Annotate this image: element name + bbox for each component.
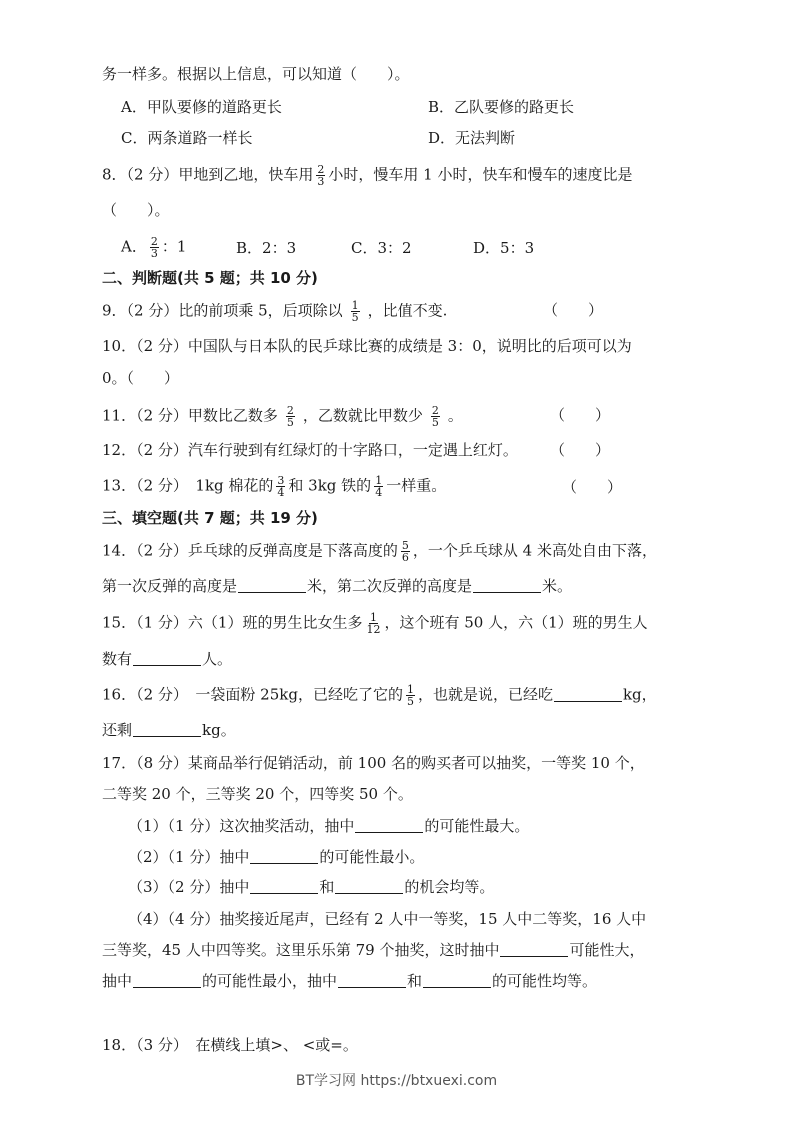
q17-sub4-line2: 三等奖，45 人中四等奖。这里乐乐第 79 个抽奖，这时抽中 可能性大， bbox=[102, 941, 645, 959]
q13: 13．（2 分） 1kg 棉花的 $\frac{3}{4}$ 和 3kg 铁的 $\frac{1}{4}$ 一样重。 bbox=[102, 474, 447, 499]
q18: 18．（3 分） 在横线上填>、 <或=。 bbox=[102, 1036, 358, 1054]
q15-fraction: $\frac{1}{12}$ bbox=[366, 611, 381, 636]
q11-fraction-1: $\frac{2}{5}$ bbox=[286, 404, 294, 429]
section-2-title: 二、判断题(共 5 题；共 10 分) bbox=[102, 269, 318, 287]
q7-option-c: C．两条道路一样长 bbox=[121, 129, 253, 147]
q8-option-a-fraction: $\frac{2}{3}$ bbox=[150, 235, 158, 260]
q13-answer-paren[interactable]: （ ） bbox=[562, 478, 623, 496]
q17-sub4-blank-2[interactable] bbox=[133, 972, 201, 988]
q13-fraction-1: $\frac{3}{4}$ bbox=[277, 474, 285, 499]
q17-sub4-line1: （4）（4 分）抽奖接近尾声，已经有 2 人中一等奖，15 人中二等奖，16 人中 bbox=[128, 910, 647, 928]
q7-option-b: B．乙队要修的路更长 bbox=[428, 98, 575, 116]
q17-line2: 二等奖 20 个，三等奖 20 个，四等奖 50 个。 bbox=[102, 785, 413, 803]
q17-sub3-blank-2[interactable] bbox=[335, 878, 403, 894]
q8-stem bbox=[102, 164, 632, 187]
q12-answer-paren[interactable]: （ ） bbox=[550, 441, 611, 459]
q14-blank-2[interactable] bbox=[473, 577, 541, 593]
q16-line2: 还剩 kg。 bbox=[102, 721, 236, 739]
q9-fraction: $\frac{1}{5}$ bbox=[351, 299, 359, 324]
q17-line1: 17．（8 分）某商品举行促销活动，前 100 名的购买者可以抽奖，一等奖 10 个， bbox=[102, 754, 645, 772]
q8-option-b: B．2：3 bbox=[236, 239, 297, 257]
q17-sub4-blank-3[interactable] bbox=[338, 972, 406, 988]
q16-blank-2[interactable] bbox=[133, 721, 201, 737]
q14-line1: 14．（2 分）乒乓球的反弹高度是下落高度的 $\frac{5}{6}$ ，一个乒乓球从 4 米高处自由下落， bbox=[102, 539, 657, 564]
q17-sub3: （3）（2 分）抽中 和 的机会均等。 bbox=[128, 878, 495, 896]
q16-line1: 16．（2 分） 一袋面粉 25kg，已经吃了它的 $\frac{1}{5}$ ，也就是说，已经吃 kg， bbox=[102, 683, 657, 708]
q8-fraction: $\frac{2}{3}$ bbox=[317, 163, 325, 188]
q16-blank-1[interactable] bbox=[554, 686, 622, 702]
q9-answer-paren[interactable]: （ ） bbox=[543, 301, 604, 319]
q14-line2: 第一次反弹的高度是 米，第二次反弹的高度是 米。 bbox=[102, 577, 573, 595]
q8-text-b: 小时，慢车用 1 小时，快车和慢车的速度比是 bbox=[328, 165, 633, 184]
q17-sub4-line3: 抽中 的可能性最小，抽中 和 的可能性均等。 bbox=[102, 972, 598, 990]
q13-fraction-2: $\frac{1}{4}$ bbox=[375, 474, 383, 499]
q12: 12．（2 分）汽车行驶到有红绿灯的十字路口，一定遇上红灯。 bbox=[102, 441, 518, 459]
q14-fraction: $\frac{5}{6}$ bbox=[401, 539, 409, 564]
q15-line2: 数有 人。 bbox=[102, 650, 233, 668]
q11: 11．（2 分）甲数比乙数多 $\frac{2}{5}$ ，乙数就比甲数少 $\frac{2}{5}$ 。 bbox=[102, 404, 463, 429]
q10-line1: 10．（2 分）中国队与日本队的民乒球比赛的成绩是 3：0，说明比的后项可以为 bbox=[102, 337, 632, 355]
q8-option-a: A． $\frac{2}{3}$ ：1 bbox=[121, 235, 187, 260]
q8-stem-line2: （ ）。 bbox=[102, 201, 170, 219]
q11-answer-paren[interactable]: （ ） bbox=[550, 406, 611, 424]
q7-option-a: A．甲队要修的道路更长 bbox=[121, 98, 282, 116]
q8-option-c: C．3：2 bbox=[351, 239, 412, 257]
q7-stem: 务一样多。根据以上信息，可以知道（ ）。 bbox=[102, 65, 410, 83]
q15-line1: 15．（1 分）六（1）班的男生比女生多 $\frac{1}{12}$ ，这个班有 50 人，六（1）班的男生人 bbox=[102, 611, 648, 636]
q11-fraction-2: $\frac{2}{5}$ bbox=[431, 404, 439, 429]
page-footer[interactable]: BT学习网 https://btxuexi.com bbox=[295, 1073, 498, 1089]
q17-sub4-blank-1[interactable] bbox=[500, 941, 568, 957]
q17-sub1-blank[interactable] bbox=[355, 817, 423, 833]
q10-line2[interactable]: 0。（ ） bbox=[102, 369, 180, 387]
section-3-title: 三、填空题(共 7 题；共 19 分) bbox=[102, 509, 318, 527]
q15-blank[interactable] bbox=[133, 650, 201, 666]
q17-sub1: （1）（1 分）这次抽奖活动，抽中 的可能性最大。 bbox=[128, 817, 530, 835]
q7-option-d: D．无法判断 bbox=[428, 129, 516, 147]
q8-option-d: D．5：3 bbox=[473, 239, 535, 257]
q17-sub3-blank-1[interactable] bbox=[250, 878, 318, 894]
q16-fraction: $\frac{1}{5}$ bbox=[406, 683, 414, 708]
q9: 9．（2 分）比的前项乘 5，后项除以 $\frac{1}{5}$ ，比值不变. bbox=[102, 299, 448, 324]
q17-sub4-blank-4[interactable] bbox=[423, 972, 491, 988]
q14-blank-1[interactable] bbox=[238, 577, 306, 593]
q8-text-a: 8．（2 分）甲地到乙地，快车用 bbox=[102, 165, 314, 184]
q17-sub2-blank[interactable] bbox=[250, 848, 318, 864]
q17-sub2: （2）（1 分）抽中 的可能性最小。 bbox=[128, 848, 425, 866]
